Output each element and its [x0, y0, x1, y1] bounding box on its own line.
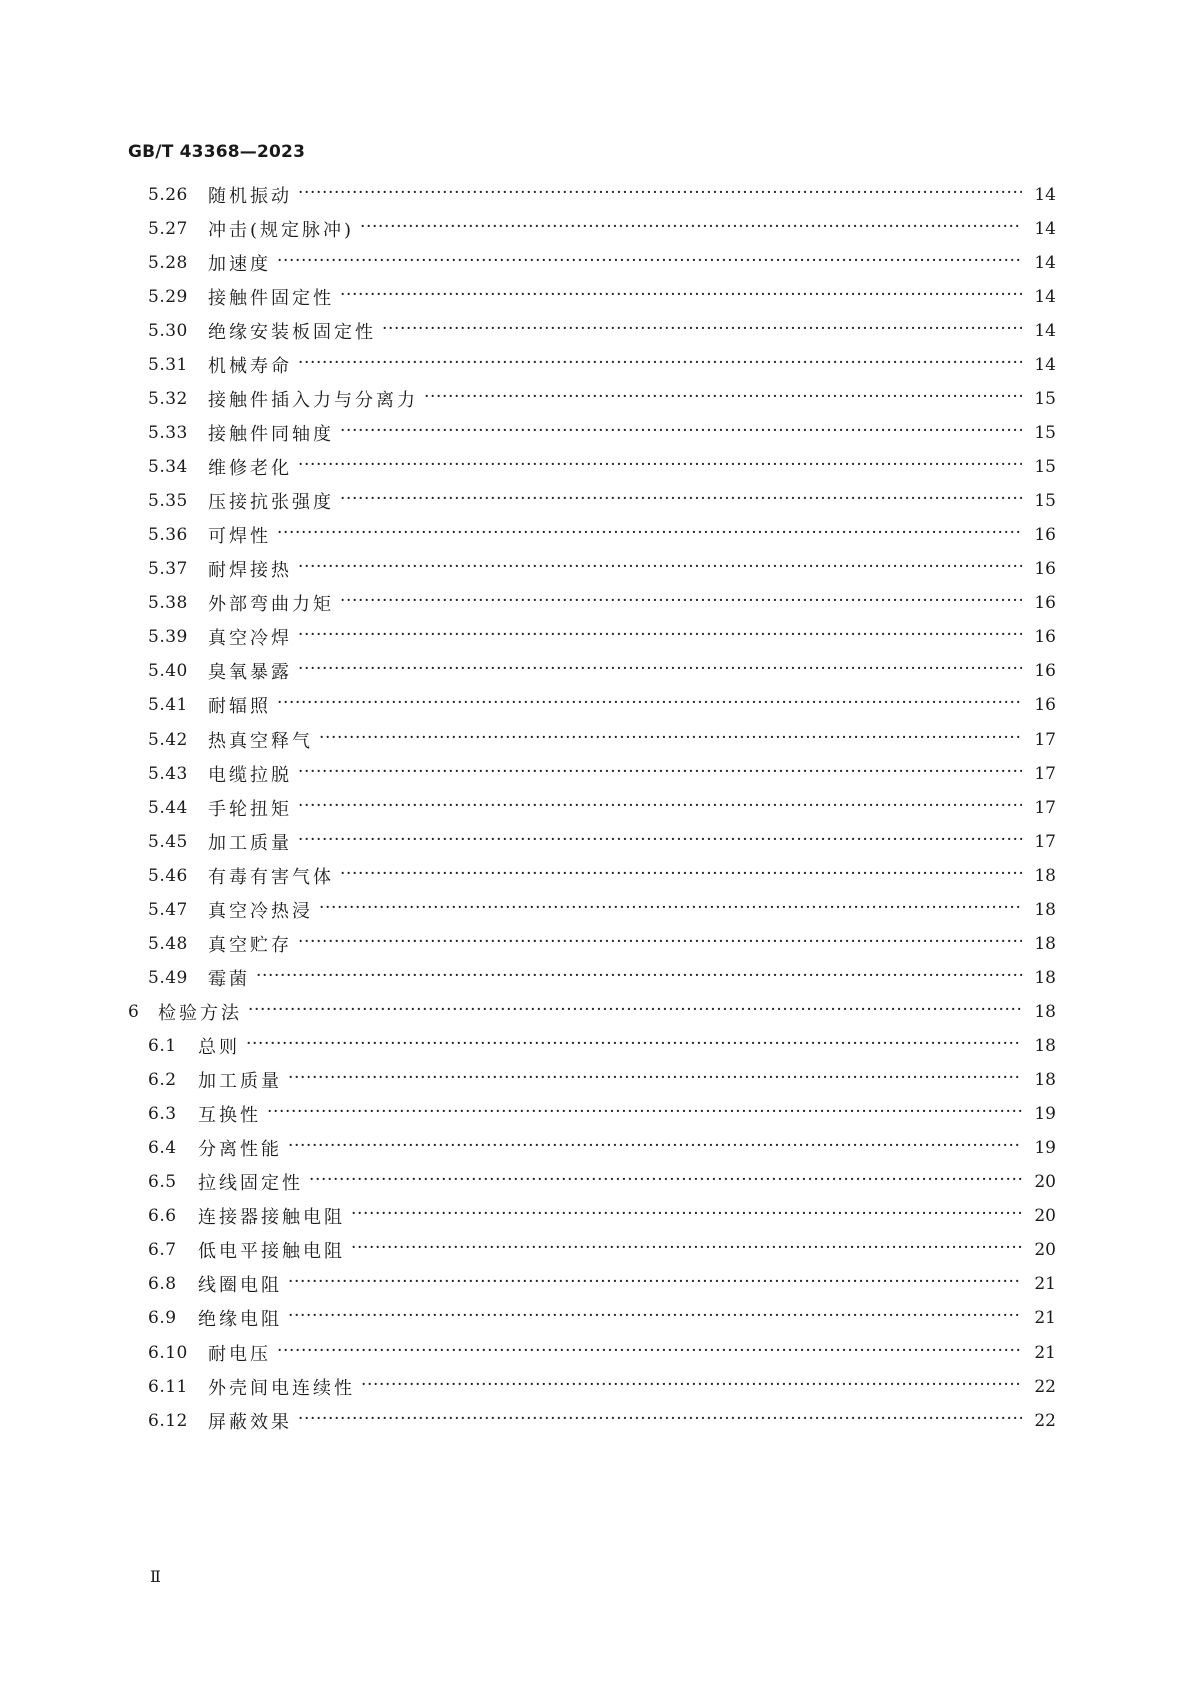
toc-leader-dots	[267, 1099, 1022, 1129]
toc-entry[interactable]	[148, 1338, 1056, 1368]
toc-entry[interactable]	[148, 214, 1056, 244]
toc-entry-page: 21	[1034, 1308, 1056, 1328]
toc-entry-title: 冲击(规定脉冲)	[208, 220, 355, 241]
toc-entry-title: 总则	[198, 1037, 240, 1058]
toc-entry[interactable]	[148, 1269, 1056, 1299]
toc-leader-dots	[298, 827, 1022, 857]
toc-entry-number: 6.8	[148, 1274, 177, 1294]
toc-entry[interactable]	[148, 384, 1056, 414]
toc-entry-title: 接触件同轴度	[208, 424, 334, 445]
toc-entry[interactable]	[148, 861, 1056, 891]
toc-entry-number: 5.37	[148, 559, 188, 579]
toc-entry-title: 真空贮存	[208, 935, 292, 956]
toc-entry-page: 14	[1034, 321, 1056, 341]
toc-entry-page: 20	[1034, 1206, 1056, 1226]
toc-entry-number: 5.30	[148, 321, 188, 341]
toc-entry[interactable]	[148, 759, 1056, 789]
toc-leader-dots	[424, 384, 1022, 414]
toc-entry-page: 22	[1034, 1377, 1056, 1397]
toc-entry-title: 分离性能	[198, 1139, 282, 1160]
toc-entry-title: 霉菌	[208, 969, 250, 990]
toc-leader-dots	[277, 248, 1022, 278]
toc-entry-title: 可焊性	[208, 526, 271, 547]
toc-entry-number: 6	[128, 1002, 140, 1022]
toc-entry-number: 6.1	[148, 1036, 177, 1056]
toc-entry[interactable]	[148, 895, 1056, 925]
toc-entry[interactable]	[148, 1133, 1056, 1163]
toc-leader-dots	[340, 418, 1022, 448]
toc-entry-page: 22	[1034, 1411, 1056, 1431]
toc-entry[interactable]	[148, 929, 1056, 959]
toc-entry-title: 拉线固定性	[198, 1173, 303, 1194]
toc-entry-number: 5.35	[148, 491, 188, 511]
toc-entry[interactable]	[148, 350, 1056, 380]
toc-entry-title: 线圈电阻	[198, 1275, 282, 1296]
toc-entry-page: 14	[1034, 185, 1056, 205]
toc-entry-number: 5.29	[148, 287, 188, 307]
toc-leader-dots	[288, 1269, 1022, 1299]
toc-entry[interactable]	[148, 588, 1056, 618]
toc-leader-dots	[298, 1406, 1022, 1436]
toc-entry-title: 真空冷焊	[208, 628, 292, 649]
toc-entry-number: 6.6	[148, 1206, 177, 1226]
toc-entry-page: 15	[1034, 491, 1056, 511]
toc-entry-title: 压接抗张强度	[208, 492, 334, 513]
toc-entry-number: 6.3	[148, 1104, 177, 1124]
toc-leader-dots	[256, 963, 1022, 993]
toc-leader-dots	[298, 554, 1022, 584]
toc-entry-number: 5.44	[148, 798, 188, 818]
toc-leader-dots	[277, 520, 1022, 550]
toc-entry-title: 加工质量	[198, 1071, 282, 1092]
toc-entry[interactable]	[148, 656, 1056, 686]
toc-entry-page: 18	[1034, 1002, 1056, 1022]
toc-entry-number: 5.38	[148, 593, 188, 613]
toc-entry-number: 5.33	[148, 423, 188, 443]
toc-entry-number: 5.45	[148, 832, 188, 852]
toc-entry-page: 19	[1034, 1104, 1056, 1124]
toc-entry-page: 16	[1034, 593, 1056, 613]
toc-leader-dots	[351, 1235, 1022, 1265]
page-number: Ⅱ	[150, 1567, 161, 1586]
toc-entry-page: 16	[1034, 661, 1056, 681]
toc-leader-dots	[340, 486, 1022, 516]
toc-entry-number: 5.39	[148, 627, 188, 647]
toc-entry-page: 14	[1034, 355, 1056, 375]
page-header-standard-code: GB/T 43368—2023	[128, 142, 306, 162]
toc-entry-title: 检验方法	[158, 1003, 242, 1024]
toc-leader-dots	[319, 725, 1022, 755]
toc-leader-dots	[298, 759, 1022, 789]
toc-entry[interactable]	[148, 180, 1056, 210]
toc-leader-dots	[277, 1338, 1022, 1368]
toc-entry-page: 15	[1034, 423, 1056, 443]
toc-entry[interactable]	[148, 622, 1056, 652]
toc-entry[interactable]	[148, 1235, 1056, 1265]
toc-leader-dots	[340, 588, 1022, 618]
toc-entry[interactable]	[148, 248, 1056, 278]
toc-leader-dots	[288, 1065, 1022, 1095]
toc-entry-number: 5.34	[148, 457, 188, 477]
toc-entry[interactable]	[148, 827, 1056, 857]
toc-entry-number: 6.9	[148, 1308, 177, 1328]
toc-entry-page: 21	[1034, 1274, 1056, 1294]
toc-entry-number: 5.42	[148, 730, 188, 750]
toc-entry[interactable]	[148, 1167, 1056, 1197]
toc-leader-dots	[298, 452, 1022, 482]
toc-entry-page: 18	[1034, 866, 1056, 886]
toc-leader-dots	[298, 656, 1022, 686]
toc-entry-number: 6.7	[148, 1240, 177, 1260]
toc-entry-page: 20	[1034, 1172, 1056, 1192]
toc-leader-dots	[382, 316, 1022, 346]
toc-entry-title: 绝缘电阻	[198, 1309, 282, 1330]
toc-entry-number: 5.46	[148, 866, 188, 886]
toc-leader-dots	[277, 690, 1022, 720]
toc-entry-page: 16	[1034, 695, 1056, 715]
toc-entry-number: 5.26	[148, 185, 188, 205]
toc-leader-dots	[340, 282, 1022, 312]
toc-entry-number: 5.27	[148, 219, 188, 239]
toc-entry-title: 维修老化	[208, 458, 292, 479]
toc-entry-title: 随机振动	[208, 186, 292, 207]
toc-entry-number: 6.4	[148, 1138, 177, 1158]
toc-entry-page: 20	[1034, 1240, 1056, 1260]
toc-leader-dots	[248, 997, 1022, 1027]
toc-leader-dots	[246, 1031, 1022, 1061]
toc-entry[interactable]	[148, 316, 1056, 346]
toc-entry-number: 5.48	[148, 934, 188, 954]
toc-entry[interactable]	[148, 690, 1056, 720]
toc-entry-title: 连接器接触电阻	[198, 1207, 345, 1228]
toc-entry-page: 14	[1034, 287, 1056, 307]
toc-entry-title: 外部弯曲力矩	[208, 594, 334, 615]
toc-entry-title: 真空冷热浸	[208, 901, 313, 922]
toc-entry[interactable]	[148, 1372, 1056, 1402]
toc-entry[interactable]	[148, 1099, 1056, 1129]
toc-entry-page: 15	[1034, 389, 1056, 409]
toc-entry-page: 18	[1034, 934, 1056, 954]
toc-entry-title: 耐电压	[208, 1344, 271, 1365]
toc-entry-page: 16	[1034, 627, 1056, 647]
toc-entry-number: 5.47	[148, 900, 188, 920]
toc-entry[interactable]	[148, 1303, 1056, 1333]
toc-leader-dots	[298, 793, 1022, 823]
toc-entry-page: 14	[1034, 253, 1056, 273]
toc-entry-number: 6.11	[148, 1377, 188, 1397]
toc-leader-dots	[360, 214, 1022, 244]
toc-entry[interactable]	[148, 418, 1056, 448]
toc-entry-title: 外壳间电连续性	[208, 1378, 355, 1399]
toc-entry-title: 有毒有害气体	[208, 867, 334, 888]
toc-entry-title: 电缆拉脱	[208, 765, 292, 786]
toc-entry[interactable]	[148, 1031, 1056, 1061]
toc-leader-dots	[288, 1133, 1022, 1163]
toc-entry-page: 16	[1034, 559, 1056, 579]
toc-entry-title: 接触件固定性	[208, 288, 334, 309]
toc-entry-page: 14	[1034, 219, 1056, 239]
toc-entry-page: 18	[1034, 900, 1056, 920]
toc-entry-number: 6.2	[148, 1070, 177, 1090]
toc-entry-page: 17	[1034, 798, 1056, 818]
toc-entry-number: 5.28	[148, 253, 188, 273]
toc-entry-page: 16	[1034, 525, 1056, 545]
toc-entry[interactable]	[148, 520, 1056, 550]
toc-entry-title: 手轮扭矩	[208, 799, 292, 820]
toc-entry[interactable]	[148, 793, 1056, 823]
toc-entry-page: 21	[1034, 1343, 1056, 1363]
toc-entry-page: 17	[1034, 832, 1056, 852]
toc-entry-number: 6.12	[148, 1411, 188, 1431]
toc-entry-title: 机械寿命	[208, 356, 292, 377]
toc-entry-page: 18	[1034, 1070, 1056, 1090]
toc-entry-title: 耐辐照	[208, 696, 271, 717]
toc-entry[interactable]	[148, 1406, 1056, 1436]
toc-entry[interactable]	[148, 452, 1056, 482]
toc-entry-page: 17	[1034, 764, 1056, 784]
toc-chapter-entry[interactable]	[128, 997, 1056, 1027]
toc-entry-title: 低电平接触电阻	[198, 1241, 345, 1262]
toc-leader-dots	[319, 895, 1022, 925]
toc-entry-page: 18	[1034, 968, 1056, 988]
toc-entry-title: 加工质量	[208, 833, 292, 854]
toc-entry[interactable]	[148, 486, 1056, 516]
toc-leader-dots	[298, 622, 1022, 652]
toc-entry[interactable]	[148, 554, 1056, 584]
toc-entry-page: 18	[1034, 1036, 1056, 1056]
toc-entry-page: 15	[1034, 457, 1056, 477]
toc-entry-number: 6.5	[148, 1172, 177, 1192]
toc-leader-dots	[351, 1201, 1022, 1231]
toc-entry[interactable]	[148, 282, 1056, 312]
toc-leader-dots	[340, 861, 1022, 891]
toc-entry-number: 5.32	[148, 389, 188, 409]
toc-entry-number: 6.10	[148, 1343, 188, 1363]
toc-leader-dots	[309, 1167, 1022, 1197]
toc-leader-dots	[298, 929, 1022, 959]
toc-entry-number: 5.40	[148, 661, 188, 681]
toc-entry-number: 5.49	[148, 968, 188, 988]
toc-entry-page: 17	[1034, 730, 1056, 750]
toc-entry-number: 5.41	[148, 695, 188, 715]
toc-leader-dots	[298, 180, 1022, 210]
toc-entry-title: 热真空释气	[208, 731, 313, 752]
toc-entry-title: 接触件插入力与分离力	[208, 390, 418, 411]
toc-entry-title: 绝缘安装板固定性	[208, 322, 376, 343]
toc-entry-number: 5.36	[148, 525, 188, 545]
toc-entry-number: 5.43	[148, 764, 188, 784]
toc-entry[interactable]	[148, 963, 1056, 993]
toc-entry-title: 加速度	[208, 254, 271, 275]
toc-entry-title: 耐焊接热	[208, 560, 292, 581]
toc-entry-title: 屏蔽效果	[208, 1412, 292, 1433]
toc-entry[interactable]	[148, 725, 1056, 755]
toc-entry-title: 臭氧暴露	[208, 662, 292, 683]
toc-entry-title: 互换性	[198, 1105, 261, 1126]
toc-entry-number: 5.31	[148, 355, 188, 375]
toc-leader-dots	[298, 350, 1022, 380]
toc-leader-dots	[288, 1303, 1022, 1333]
toc-leader-dots	[361, 1372, 1022, 1402]
toc-entry-page: 19	[1034, 1138, 1056, 1158]
toc-entry[interactable]	[148, 1065, 1056, 1095]
toc-entry[interactable]	[148, 1201, 1056, 1231]
